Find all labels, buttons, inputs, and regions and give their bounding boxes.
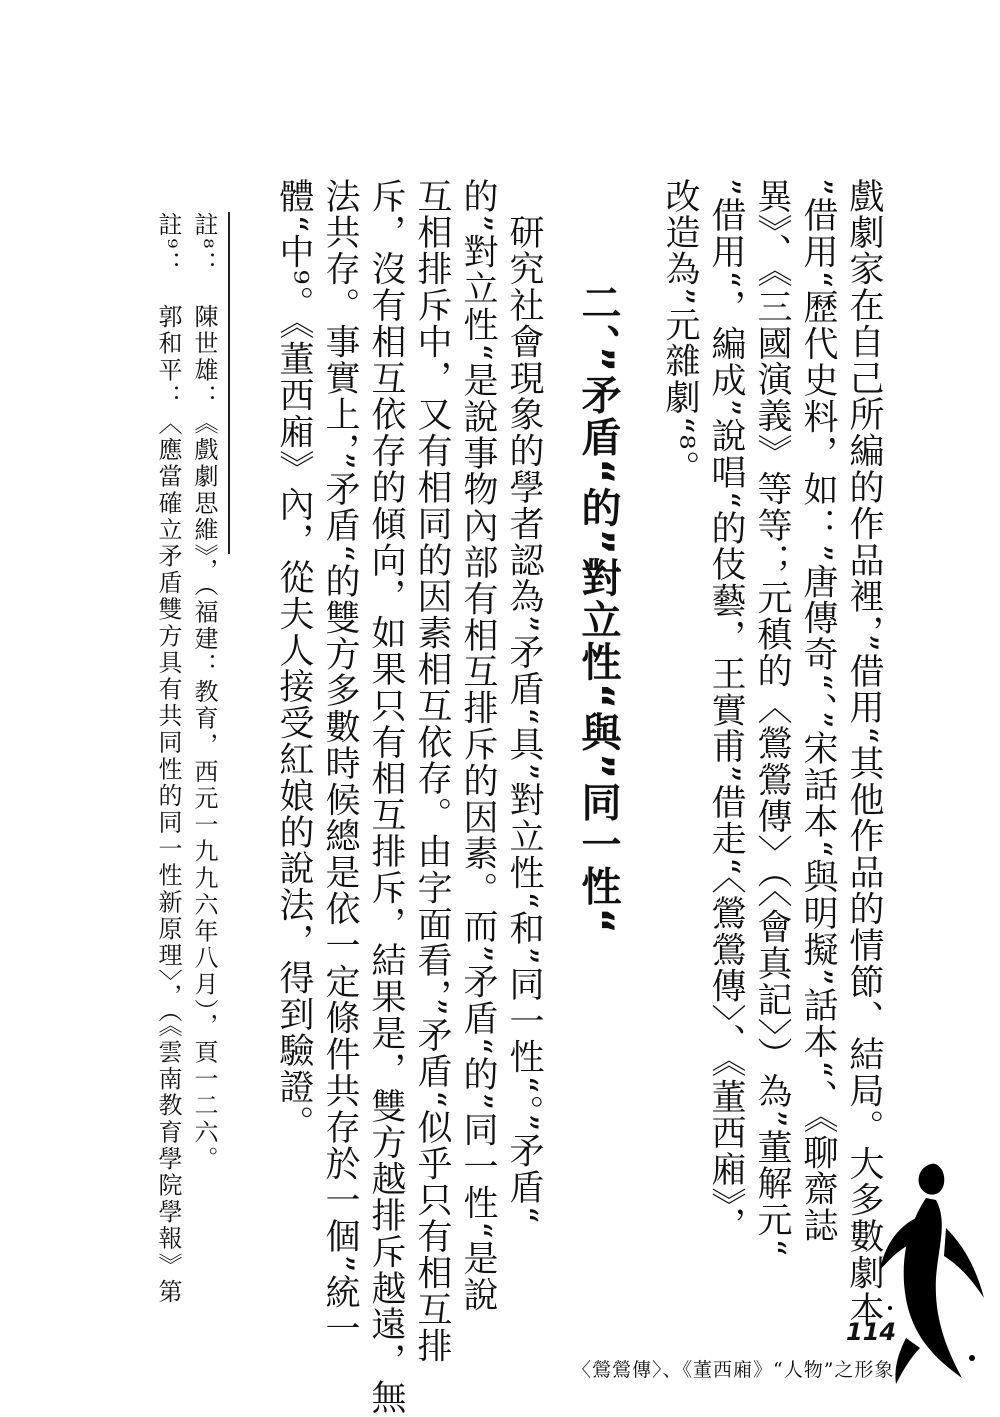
footnote-8: 註⁸： 陳世雄：《戲劇思維》，（福建：教育，西元一九九六年八月），頁一二六。 xyxy=(190,212,218,1173)
paragraph2-line-6: 體“中⁹。《董西廂》內，從夫人接受紅娘的說法，得到驗證。 xyxy=(274,178,314,1142)
paragraph2-line-5: 法共存。事實上，”矛盾“的雙方多數時候總是依一定條件共存於一個”統一 xyxy=(320,178,360,1347)
paragraph2-line-1: 研究社會現象的學者認為”矛盾“具”對立性“和”同一性“。”矛盾“ xyxy=(504,178,544,1225)
paragraph2-line-3: 互相排斥中，又有相同的因素相互依存。由字面看，”矛盾“似乎只有相互排 xyxy=(412,178,452,1364)
calligraphy-brush-figure-icon xyxy=(876,1158,991,1388)
section-heading: 二、”矛盾“的”對立性“與”同一性“ xyxy=(575,282,621,936)
footnote-9: 註⁹： 郭和平：〈應當確立矛盾雙方具有共同性的同一性新原理〉，（《雲南教育學院學報》第 xyxy=(154,212,182,1306)
footnote-separator-rule xyxy=(228,212,230,554)
paragraph2-line-2: 的”對立性“是說事物內部有相互排斥的因素。而”矛盾“的”同一性“是說 xyxy=(458,178,498,1313)
running-head: 〈鶯鶯傳〉、《董西廂》“人物”之形象 xyxy=(572,1359,895,1381)
paragraph1-line-2: ”借用“歷代史料，如：”唐傳奇“、”宋話本“與明擬”話本“、《聊齋誌 xyxy=(798,178,838,1244)
paragraph2-line-4: 斥，沒有相互依存的傾向，如果只有相互排斥，結果是，雙方越排斥越遠，無 xyxy=(366,178,406,1416)
paragraph1-line-3: 異》、《三國演義》等等；元稹的〈鶯鶯傳〉（〈會真記〉）為”董解元“ xyxy=(752,178,792,1258)
paragraph1-line-5: 改造為”元雜劇“⁸。 xyxy=(660,178,700,487)
paragraph1-line-1: 戲劇家在自己所編的作品裡，”借用“其他作品的情節、結局。大多數劇本 xyxy=(844,178,884,1328)
page-number: 114 xyxy=(846,1318,897,1346)
paragraph1-line-4: ”借用“，編成”說唱“的伎藝，王實甫”借走“〈鶯鶯傳〉、《董西廂》， xyxy=(706,178,746,1243)
